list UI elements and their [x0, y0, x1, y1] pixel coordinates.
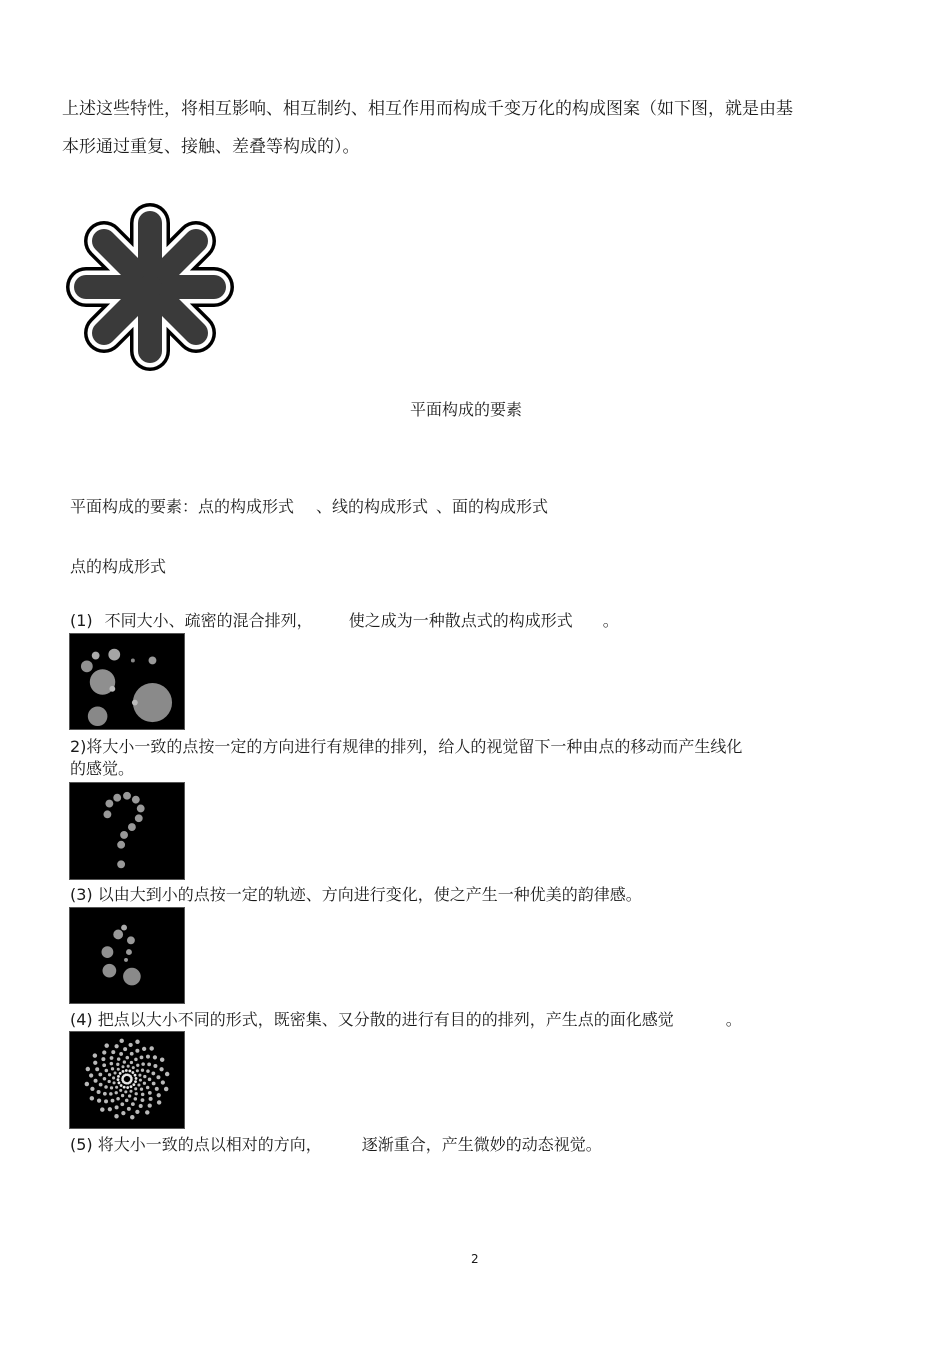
- radial-dot: [155, 1087, 159, 1091]
- radial-dot: [108, 1073, 111, 1076]
- radial-dot: [99, 1083, 103, 1087]
- radial-dot: [146, 1069, 150, 1073]
- item-1-number: (1): [70, 611, 93, 630]
- radial-dot: [156, 1075, 160, 1079]
- radial-dot: [89, 1073, 93, 1077]
- radial-dot: [118, 1081, 121, 1084]
- radial-dot: [134, 1080, 137, 1083]
- intro-line-2: 本形通过重复、接触、差叠等构成的）。: [62, 137, 360, 157]
- item-1-end: 。: [602, 611, 619, 630]
- radial-dot: [136, 1069, 139, 1072]
- radial-dot: [111, 1050, 115, 1054]
- radial-dot: [115, 1086, 118, 1089]
- radial-dot: [123, 1060, 126, 1063]
- radial-dot: [134, 1058, 138, 1062]
- radial-dot: [103, 1092, 107, 1096]
- radial-dot: [143, 1082, 146, 1085]
- radial-dot: [110, 1086, 113, 1089]
- radial-dot: [140, 1055, 144, 1059]
- radial-dot: [94, 1079, 98, 1083]
- spiral-dots-image: [69, 907, 185, 1004]
- radial-dot: [130, 1061, 133, 1064]
- radial-dot: [97, 1099, 101, 1103]
- radial-dot: [131, 1102, 135, 1106]
- radial-dot: [129, 1043, 133, 1047]
- radial-dot: [117, 1057, 121, 1061]
- radial-dot: [103, 1077, 107, 1081]
- radial-dot: [117, 1078, 120, 1081]
- radial-dot: [137, 1083, 140, 1086]
- radial-dot: [140, 1088, 143, 1091]
- scattered-dots-graphic: [70, 634, 184, 729]
- radial-dot: [165, 1072, 169, 1076]
- radial-dot: [149, 1097, 153, 1101]
- radial-dot: [131, 1071, 134, 1074]
- radial-dot: [138, 1074, 141, 1077]
- radial-dot: [141, 1093, 145, 1097]
- radial-dot: [130, 1085, 133, 1088]
- radial-dot: [110, 1056, 114, 1060]
- radial-dot: [119, 1072, 122, 1075]
- radial-dot: [121, 1065, 124, 1068]
- radial-dot: [86, 1067, 90, 1071]
- radial-dots-image: [69, 1031, 185, 1129]
- radial-dot: [119, 1089, 122, 1092]
- question-mark-dots-image: [69, 782, 185, 880]
- radial-dot: [151, 1072, 155, 1076]
- spiral-dots-graphic: [70, 908, 184, 1003]
- radial-dot: [114, 1072, 117, 1075]
- radial-dot: [108, 1107, 112, 1111]
- radial-dot: [115, 1105, 119, 1109]
- radial-dot: [105, 1069, 109, 1073]
- radial-dot: [149, 1046, 153, 1050]
- radial-dot: [125, 1099, 129, 1103]
- subheading: 点的构成形式: [70, 557, 167, 576]
- radial-dot: [128, 1069, 131, 1072]
- item-5-text: [70, 1135, 602, 1155]
- radial-dot: [134, 1097, 138, 1101]
- intro-line-1: 上述这些特性，将相互影响、相互制约、相互作用而构成千变万化的构成图案（如下图，就是由基: [62, 99, 793, 119]
- page-number: 2: [471, 1252, 479, 1266]
- radial-dot: [93, 1061, 97, 1065]
- radial-dot: [95, 1067, 99, 1071]
- radial-dot: [141, 1098, 145, 1102]
- radial-dot: [110, 1062, 114, 1066]
- radial-dot: [125, 1069, 128, 1072]
- radial-dot: [109, 1092, 113, 1096]
- radial-dot: [100, 1107, 104, 1111]
- radial-dot: [142, 1047, 146, 1051]
- radial-dot: [135, 1077, 138, 1080]
- radial-dot: [120, 1102, 124, 1106]
- eight-petal-figure: [62, 200, 238, 374]
- section-title: 平面构成的要素: [410, 400, 523, 419]
- radial-dot: [120, 1084, 123, 1087]
- radial-dot: [121, 1094, 124, 1097]
- radial-dot: [111, 1067, 114, 1070]
- radial-dot: [117, 1068, 120, 1071]
- elements-label: 平面构成的要素：点的构成形式: [70, 497, 295, 516]
- radial-dot: [90, 1096, 94, 1100]
- item-2-line-1: 2)将大小一致的点按一定的方向进行有规律的排列，给人的视觉留下一种由点的移动而产生线化: [70, 737, 743, 756]
- item-4-text: [70, 1010, 742, 1030]
- scattered-dots-image: [69, 633, 185, 730]
- radial-dot: [132, 1083, 135, 1086]
- radial-dot: [127, 1107, 131, 1111]
- radial-dot: [134, 1074, 137, 1077]
- radial-dot: [115, 1044, 119, 1048]
- radial-dot: [157, 1093, 161, 1097]
- radial-dot: [145, 1110, 149, 1114]
- radial-dot: [146, 1055, 150, 1059]
- radial-dot: [139, 1079, 142, 1082]
- radial-dot: [126, 1086, 129, 1089]
- radial-dot: [85, 1082, 89, 1086]
- radial-dot: [98, 1073, 102, 1077]
- radial-dot: [160, 1057, 164, 1061]
- radial-dot: [93, 1053, 97, 1057]
- radial-dot: [136, 1064, 139, 1067]
- radial-dot: [123, 1047, 127, 1051]
- item-3-text: (3) 以由大到小的点按一定的轨迹、方向进行变化，使之产生一种优美的韵律感。: [70, 885, 642, 904]
- radial-dot: [147, 1062, 151, 1066]
- radial-dot: [127, 1065, 130, 1068]
- item-4-text-a: (4) 把点以大小不同的形式，既密集、又分散的进行有目的的排列，产生点的面化感觉: [70, 1010, 674, 1029]
- radial-dot: [134, 1087, 137, 1090]
- radial-dot: [135, 1049, 139, 1053]
- radial-dot: [104, 1099, 108, 1103]
- question-mark-dots-graphic: [70, 783, 184, 879]
- radial-dot: [104, 1085, 108, 1089]
- radial-dot: [157, 1100, 161, 1104]
- item-1-text-a: 不同大小、疏密的混合排列，: [104, 611, 313, 630]
- item-1-text: [70, 611, 619, 631]
- radial-dot: [126, 1056, 130, 1060]
- radial-dot: [114, 1114, 118, 1118]
- radial-dot: [146, 1086, 150, 1090]
- radial-dot: [117, 1075, 120, 1078]
- radial-dot: [153, 1064, 157, 1068]
- radial-dot: [112, 1076, 115, 1079]
- radial-dot: [130, 1052, 134, 1056]
- item-5-text-b: 逐渐重合，产生微妙的动态视觉。: [361, 1135, 602, 1154]
- radial-dot: [119, 1052, 123, 1056]
- radial-dot: [108, 1080, 111, 1083]
- radial-dot: [104, 1043, 108, 1047]
- radial-dot: [102, 1063, 106, 1067]
- radial-dot: [148, 1091, 152, 1095]
- elements-line: [70, 497, 548, 517]
- radial-dot: [128, 1094, 131, 1097]
- elements-item-plane: 、面的构成形式: [436, 497, 549, 516]
- radial-dot: [113, 1081, 116, 1084]
- radial-dot: [97, 1090, 101, 1094]
- radial-dots-graphic: [70, 1032, 184, 1128]
- radial-dot: [130, 1077, 133, 1080]
- radial-dot: [141, 1062, 145, 1066]
- radial-dot: [122, 1070, 125, 1073]
- item-1-text-b: 使之成为一种散点式的构成形式: [348, 611, 573, 630]
- radial-dot: [148, 1078, 152, 1082]
- radial-dot: [135, 1040, 139, 1044]
- radial-dot: [135, 1110, 139, 1114]
- radial-dot: [139, 1104, 143, 1108]
- radial-dot: [153, 1055, 157, 1059]
- radial-dot: [132, 1066, 135, 1069]
- radial-dot: [152, 1082, 156, 1086]
- radial-dot: [135, 1092, 138, 1095]
- radial-dot: [90, 1087, 94, 1091]
- radial-dot: [148, 1103, 152, 1107]
- radial-dot: [124, 1090, 127, 1093]
- radial-dot: [116, 1097, 120, 1101]
- radial-dot: [101, 1057, 105, 1061]
- radial-dot: [159, 1067, 163, 1071]
- radial-dot: [164, 1087, 168, 1091]
- radial-dot: [143, 1075, 146, 1078]
- radial-dot: [130, 1115, 134, 1119]
- radial-dot: [119, 1039, 123, 1043]
- item-5-text-a: (5) 将大小一致的点以相对的方向，: [70, 1135, 322, 1154]
- radial-dot: [121, 1111, 125, 1115]
- radial-dot: [115, 1091, 118, 1094]
- radial-dot: [129, 1090, 132, 1093]
- radial-dot: [116, 1063, 119, 1066]
- item-2-line-2: 的感觉。: [70, 759, 135, 778]
- elements-item-line: 、线的构成形式: [316, 497, 429, 516]
- radial-dot: [161, 1080, 165, 1084]
- radial-dot: [102, 1050, 106, 1054]
- radial-dot: [111, 1099, 115, 1103]
- radial-dot: [141, 1069, 144, 1072]
- radial-dot: [123, 1086, 126, 1089]
- item-4-end: 。: [725, 1010, 742, 1029]
